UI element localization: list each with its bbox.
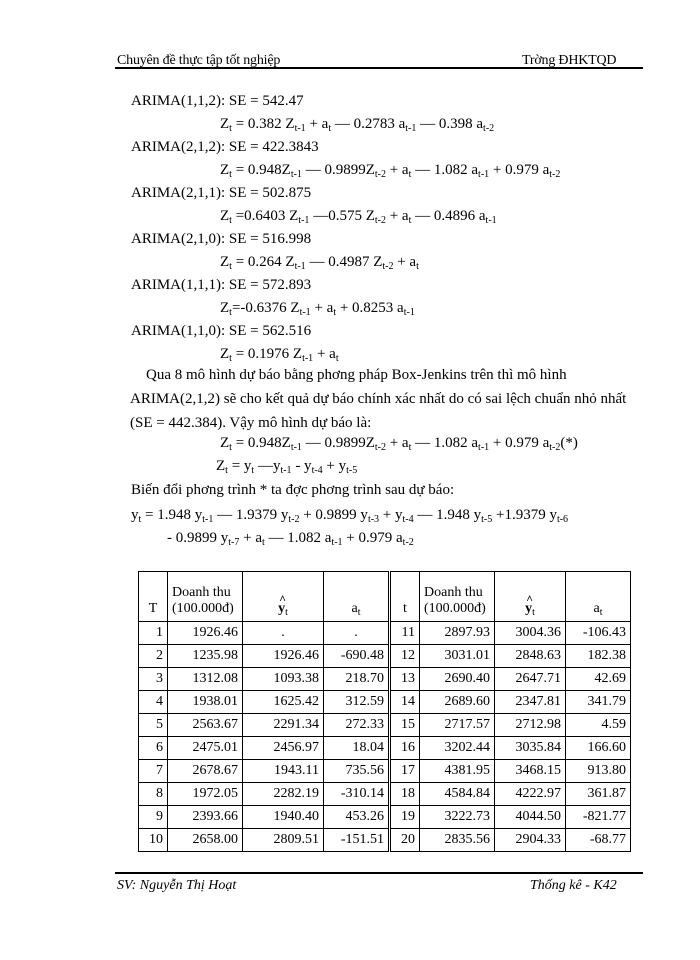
table-cell: 341.79 (566, 691, 631, 714)
model-equation: $Z_t = 0.382$ $Z_{t-1} + a_t$ — 0.2783 $a_{t-1}$ — 0.398 $a_{t-2}$ (220, 116, 495, 134)
table-cell: 1940.40 (243, 806, 324, 829)
table-cell: -151.51 (324, 829, 390, 852)
footer-right: Thống kê - K42 (530, 878, 617, 893)
table-cell: 18 (390, 783, 420, 806)
table-cell: 16 (390, 737, 420, 760)
table-row (139, 668, 631, 691)
table-cell: 13 (390, 668, 420, 691)
paragraph-line: Qua 8 mô hình dự báo bằng phơng pháp Box-Jenkins trên thì mô hình (146, 367, 567, 383)
yhat-sub: t (285, 607, 288, 618)
table-cell: 6 (139, 737, 168, 760)
table-cell: 17 (390, 760, 420, 783)
table-cell: 1235.98 (168, 645, 243, 668)
col-yhat (243, 572, 324, 622)
table-cell: 4 (139, 691, 168, 714)
table-cell: 1972.05 (168, 783, 243, 806)
table-cell: 3031.01 (420, 645, 495, 668)
table-cell: -310.14 (324, 783, 390, 806)
table-cell: 913.80 (566, 760, 631, 783)
table-cell: 15 (390, 714, 420, 737)
table-cell: . (324, 622, 390, 645)
table-cell: 272.33 (324, 714, 390, 737)
col-revenue (168, 572, 243, 622)
a2-sub: t (599, 607, 603, 618)
table-cell: 1 (139, 622, 168, 645)
table-cell: 453.26 (324, 806, 390, 829)
table-cell: 2475.01 (168, 737, 243, 760)
conclusion-paragraph (130, 363, 650, 435)
table-cell: 12 (390, 645, 420, 668)
table-cell: 1625.42 (243, 691, 324, 714)
table-cell: 3202.44 (420, 737, 495, 760)
model-equation: $Z_t = 0.264$ $Z_{t-1}$ — 0.4987 $Z_{t-2} + a_t$ (220, 254, 419, 272)
table-cell: 361.87 (566, 783, 631, 806)
header-left: Chuyên đề thực tập tốt nghiệp (117, 53, 281, 68)
table-cell: 3468.15 (495, 760, 566, 783)
forecast-table (138, 571, 631, 852)
table-cell: 9 (139, 806, 168, 829)
col-a2 (566, 572, 631, 622)
table-cell: 166.60 (566, 737, 631, 760)
table-cell: 20 (390, 829, 420, 852)
footer-left: SV: Nguyễn Thị Hoạt (117, 878, 237, 893)
table-cell: 2347.81 (495, 691, 566, 714)
table-cell: 312.59 (324, 691, 390, 714)
table-cell: 2282.19 (243, 783, 324, 806)
table-cell: 3004.36 (495, 622, 566, 645)
table-row (139, 645, 631, 668)
table-cell: 19 (390, 806, 420, 829)
table-cell: 2897.93 (420, 622, 495, 645)
forecast-equation: $y_t = 1.948$ $y_{t-1}$ — 1.9379 $y_{t-2} + 0.9899$ $y_{t-3} + y_{t-4}$ — 1.948 $y_{t-5} +1.9379$ $y_{t-6}$ (131, 507, 569, 525)
table-cell: 5 (139, 714, 168, 737)
table-body (139, 622, 631, 852)
model-spec: ARIMA(1,1,1): SE = 572.893 (131, 277, 312, 293)
footer-rule (115, 872, 643, 874)
table-cell: 2291.34 (243, 714, 324, 737)
table-cell: -690.48 (324, 645, 390, 668)
table-row (139, 737, 631, 760)
table-cell: -821.77 (566, 806, 631, 829)
model-equation: $Z_t = 0.948Z_{t-1}$ — $0.9899Z_{t-2} + a_t$ — 1.082 $a_{t-1} + 0.979$ $a_{t-2}$ (220, 162, 561, 180)
col-revenue-line2: (100.000đ) (172, 601, 234, 616)
table-row (139, 691, 631, 714)
table-row (139, 622, 631, 645)
table-header-row (139, 572, 631, 622)
table-cell: 2809.51 (243, 829, 324, 852)
table-cell: 2563.67 (168, 714, 243, 737)
table-cell: 10 (139, 829, 168, 852)
table-row (139, 760, 631, 783)
yhat-symbol: ^ y (278, 601, 285, 617)
table-cell: 2 (139, 645, 168, 668)
header-right: Trờng ĐHKTQD (522, 53, 617, 68)
table-cell: 3035.84 (495, 737, 566, 760)
table-cell: 2712.98 (495, 714, 566, 737)
table-cell: 2658.00 (168, 829, 243, 852)
table-cell: 7 (139, 760, 168, 783)
differencing-equation: $Z_t = y_t$ $—y_{t-1} - y_{t-4} + y_{t-5}$ (216, 458, 358, 476)
table-cell: 1926.46 (168, 622, 243, 645)
table-cell: 2678.67 (168, 760, 243, 783)
a-sub: t (357, 607, 361, 618)
col-t2: t (390, 572, 420, 622)
table-cell: 2393.66 (168, 806, 243, 829)
yhat2-sub: t (532, 607, 535, 618)
table-cell: 42.69 (566, 668, 631, 691)
table-cell: 2904.33 (495, 829, 566, 852)
table-row (139, 714, 631, 737)
table-cell: -106.43 (566, 622, 631, 645)
table-cell: 14 (390, 691, 420, 714)
col-revenue2-line2: (100.000đ) (424, 601, 486, 616)
table-cell: 218.70 (324, 668, 390, 691)
table-cell: 1926.46 (243, 645, 324, 668)
final-model-equation: $Z_t = 0.948Z_{t-1}$ — $0.9899Z_{t-2} + a_t$ — 1.082 $a_{t-1} + 0.979$ $a_{t-2}(*)$ (220, 435, 578, 453)
col-revenue-line1: Doanh thu (172, 585, 231, 600)
table-cell: 4.59 (566, 714, 631, 737)
table-cell: 2835.56 (420, 829, 495, 852)
model-spec: ARIMA(2,1,2): SE = 422.3843 (131, 139, 319, 155)
forecast-equation-cont: - 0.9899 $y_{t-7} + a_t$ — 1.082 $a_{t-1} + 0.979$ $a_{t-2}$ (167, 530, 414, 548)
table-cell: 1938.01 (168, 691, 243, 714)
table-cell: 1943.11 (243, 760, 324, 783)
header-rule (115, 67, 643, 69)
table-cell: 735.56 (324, 760, 390, 783)
table-cell: 8 (139, 783, 168, 806)
table-cell: 3222.73 (420, 806, 495, 829)
table-cell: 4044.50 (495, 806, 566, 829)
model-equation: $Z_t =0.6403$ $Z_{t-1}$ —0.575 $Z_{t-2} + a_t$ — 0.4896 $a_{t-1}$ (220, 208, 497, 226)
model-spec: ARIMA(2,1,1): SE = 502.875 (131, 185, 312, 201)
paragraph-line: (SE = 442.384). Vậy mô hình dự báo là: (130, 415, 372, 431)
table-cell: 182.38 (566, 645, 631, 668)
model-spec: ARIMA(1,1,0): SE = 562.516 (131, 323, 312, 339)
col-yhat2 (495, 572, 566, 622)
transform-text: Biến đổi phơng trình * ta đợc phơng trình sau dự báo: (131, 482, 455, 498)
table-cell: 2456.97 (243, 737, 324, 760)
paragraph-line: ARIMA(2,1,2) sẽ cho kết quả dự báo chính xác nhất do có sai lệch chuẩn nhỏ nhất (130, 391, 627, 407)
table-cell: 2717.57 (420, 714, 495, 737)
table-cell: 2647.71 (495, 668, 566, 691)
table-cell: 18.04 (324, 737, 390, 760)
table-cell: 2848.63 (495, 645, 566, 668)
table-cell: 2689.60 (420, 691, 495, 714)
model-equation: $Z_t=-0.6376$ $Z_{t-1} + a_t + 0.8253$ $a_{t-1}$ (220, 300, 415, 318)
table-cell: 3 (139, 668, 168, 691)
table-cell: 11 (390, 622, 420, 645)
col-a (324, 572, 390, 622)
col-revenue2-line1: Doanh thu (424, 585, 483, 600)
table-cell: -68.77 (566, 829, 631, 852)
model-equation: $Z_t = 0.1976$ $Z_{t-1} + a_t$ (220, 346, 339, 364)
table-cell: 4222.97 (495, 783, 566, 806)
yhat2-symbol: ^ y (525, 601, 532, 617)
table-cell: 4381.95 (420, 760, 495, 783)
table-row (139, 829, 631, 852)
table-cell: 1312.08 (168, 668, 243, 691)
model-spec: ARIMA(2,1,0): SE = 516.998 (131, 231, 312, 247)
table-cell: 2690.40 (420, 668, 495, 691)
table-row (139, 783, 631, 806)
a-symbol: a (351, 601, 358, 616)
col-revenue2 (420, 572, 495, 622)
table-row (139, 806, 631, 829)
table-cell: 1093.38 (243, 668, 324, 691)
col-t: T (139, 572, 168, 622)
table-cell: . (243, 622, 324, 645)
a2-symbol: a (593, 601, 600, 616)
model-spec: ARIMA(1,1,2): SE = 542.47 (131, 93, 304, 109)
table-cell: 4584.84 (420, 783, 495, 806)
